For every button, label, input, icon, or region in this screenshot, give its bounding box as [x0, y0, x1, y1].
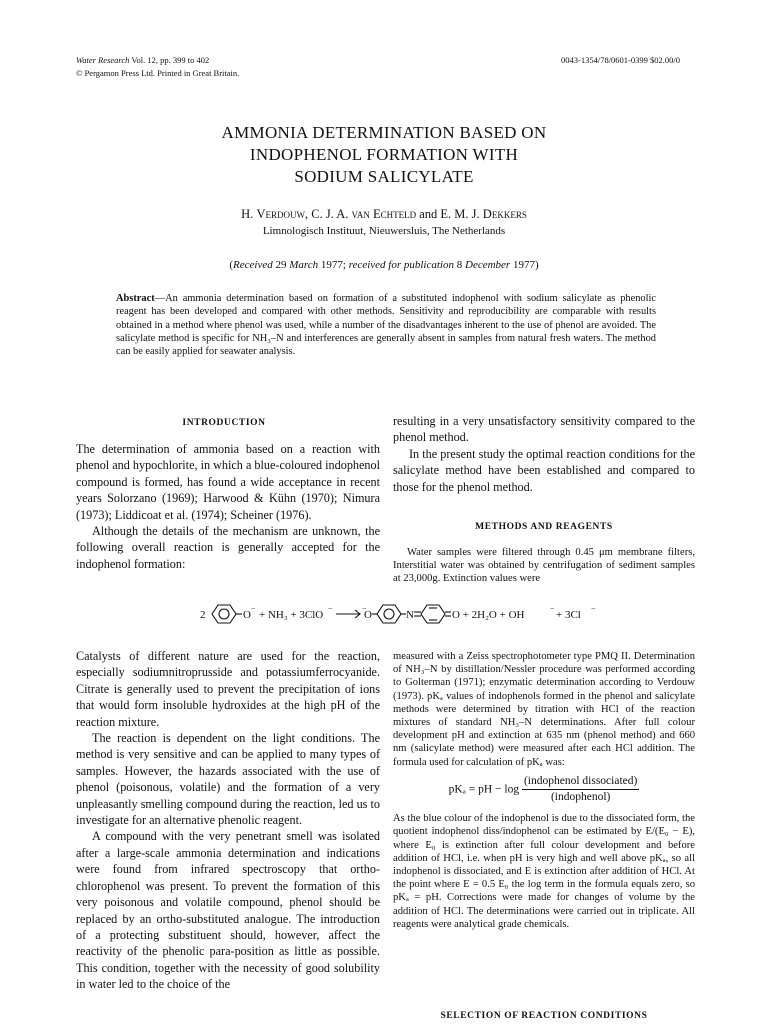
benzene-ring: [377, 605, 401, 623]
negative-charge: −: [362, 604, 367, 613]
abstract-text: —An ammonia determination based on formation of a substituted indophenol with sodium salicylate as phenolic reagent has been developed and compared with other methods. Sensitivity and reproducibility are comparable with results obtained in a method where phenol was used, while a number of the disadvantages inherent to the use of phenol are avoided. The salicylate method is specific for NH₃–N and interferences are generally absent in samples from natural fresh waters. The method can be easily applied for seawater analysis.: [116, 293, 656, 358]
methods-body: [393, 546, 695, 586]
aromatic-circle: [219, 609, 229, 619]
reaction-equation: [200, 599, 600, 629]
title-line-1: AMMONIA DETERMINATION BASED ON: [221, 123, 547, 142]
received-year: 1977;: [318, 259, 349, 271]
left-paragraph-compound: A compound with the very penetrant smell was isolated after a large-scale ammonia determination and indications were found from infrared spectroscopy that ortho-chlorophenol was present. To prevent the formation of this very poisonous and volatile compound, phenol should be replaced by an ortho-substituted analogue. The introduction of a protecting substituent should, however, affect the reactivity of the phenolic para-position as little as possible. This condition, together with the necessity of good solubility in water led to the choice of the: [76, 829, 380, 992]
methods-paragraph-1: Water samples were filtered through 0.45 μm membrane filters, Interstitial water was obtained by centrifugation of sediment samples at 23,000g. Extinction values were: [393, 547, 695, 585]
received-day: 29: [272, 259, 290, 271]
pka-formula: [393, 775, 695, 804]
volume-pages: Vol. 12, pp. 399 to 402: [131, 55, 210, 65]
copyright-line: © Pergamon Press Ltd. Printed in Great Britain.: [76, 68, 240, 78]
formula-lhs: pKₐ = pH − log: [448, 783, 520, 796]
methods-heading: METHODS AND REAGENTS: [475, 522, 613, 532]
journal-citation: [76, 54, 209, 66]
reagents: + NH₃ + 3ClO: [259, 609, 324, 621]
author-initials: and E. M. J.: [416, 207, 483, 221]
right-column-top: [393, 413, 695, 495]
author-initials: H.: [241, 207, 257, 221]
article-title: [0, 122, 768, 188]
article-code: 0043-1354/78/0601-0399 $02.00/0: [561, 55, 680, 65]
publication-year: 1977): [510, 259, 539, 271]
intro-paragraph-2: Although the details of the mechanism are unknown, the following overall reaction is generally accepted for the indophenol formation:: [76, 524, 380, 571]
intro-paragraph-1: The determination of ammonia based on a reaction with phenol and hypochlorite, in which a blue-coloured indophenol compound is formed, has found a wide acceptance in recent years Solorzano (1969); Harwood & Kühn (1970); Nimura (1973); Liddicoat et al. (1974); Scheiner (1976).: [76, 442, 380, 522]
publication-label: received for publication: [348, 259, 454, 271]
formula-fraction: [522, 775, 639, 804]
products: O + 2H₂O + OH: [452, 609, 525, 621]
right-paragraph-measured: measured with a Zeiss spectrophotometer type PMQ II. Determination of NH₃–N by distillation/Nessler procedure was performed according to Golterman (1971); enzymatic determination according to Verdouw (1973). pKₐ values of indophenols formed in the phenol and salicylate methods were determined by titration with HCl of the reaction mixtures of standard NH₃–N determinations. After full colour development pH and extinction at 635 nm (phenol method) and 660 nm (salicylate method) were measured after each HCl addition. The formula used for calculation of pKₐ was:: [393, 651, 695, 768]
title-line-2: INDOPHENOL FORMATION WITH: [249, 145, 519, 164]
benzene-ring: [212, 605, 236, 623]
received-label: Received: [233, 259, 273, 271]
oxygen-atom: O: [243, 609, 251, 621]
nitrogen-atom: N: [406, 609, 414, 621]
author-surname: van Echteld: [351, 207, 417, 221]
right-paragraph-2: In the present study the optimal reaction conditions for the salicylate method have been established and compared to those for the phenol method.: [393, 446, 695, 494]
author-initials: , C. J. A.: [304, 207, 352, 221]
oxygen-atom: O: [364, 609, 372, 621]
negative-charge: −: [328, 604, 333, 613]
abstract-label: Abstract: [116, 293, 155, 304]
journal-name: Water Research: [76, 55, 130, 65]
negative-charge: −: [251, 604, 256, 613]
right-column-bottom: [393, 650, 695, 931]
left-column-bottom: [76, 648, 380, 993]
left-paragraph-catalysts: Catalysts of different nature are used for the reaction, especially sodiumnitroprusside and potassiumferrocyanide. Citrate is generally used to prevent the precipitation of ions that would form insoluble hydroxides at the high pH of the reaction mixture.: [76, 649, 380, 729]
reaction-diagram: [200, 599, 600, 629]
publication-day: 8: [454, 259, 465, 271]
selection-heading: SELECTION OF REACTION CONDITIONS: [440, 1011, 648, 1021]
authors-line: [0, 207, 768, 222]
right-paragraph-1: resulting in a very unsatisfactory sensitivity compared to the phenol method.: [393, 414, 695, 445]
author-surname: Verdouw: [256, 207, 305, 221]
publication-month: December: [465, 259, 511, 271]
affiliation: Limnologisch Instituut, Nieuwersluis, The Netherlands: [262, 225, 506, 237]
right-paragraph-dissociated: As the blue colour of the indophenol is due to the dissociated form, the quotient indophenol diss/indophenol can be estimated by E/(E₀ − E), where E₀ is extinction after full colour development and before addition of HCl, i.e. when pH is very high and well above pKₐ, so all indophenol is dissociated, and E is extinction after addition of HCl. At the point where E = 0.5 E₀ the log term in the formula equals zero, so pKₐ = pH. Corrections were made for changes of volume by the addition of HCl. The determinations were carried out in triplicate. All reagents were analytical grade chemicals.: [393, 813, 695, 930]
aromatic-circle: [384, 609, 394, 619]
left-paragraph-light: The reaction is dependent on the light conditions. The method is very sensitive and can be applied to many types of samples. However, the hazards associated with the use of phenol (poisonous, volatile) and the formation of a very unpleasantly smelling compound during the reaction, led us to investigate for an alternative phenolic reagent.: [76, 731, 380, 828]
received-dates: (Received 29 March 1977; received for publication 8 December 1977): [229, 259, 539, 271]
negative-charge: −: [591, 604, 596, 613]
author-surname: Dekkers: [482, 207, 527, 221]
received-month: March: [289, 259, 319, 271]
chloride: + 3Cl: [556, 609, 581, 621]
formula-numerator: (indophenol dissociated): [522, 775, 639, 790]
introduction-heading: INTRODUCTION: [182, 418, 266, 428]
formula-denominator: (indophenol): [550, 791, 611, 804]
abstract: [116, 292, 656, 358]
negative-charge: −: [550, 604, 555, 613]
title-line-3: SODIUM SALICYLATE: [294, 167, 474, 186]
introduction-body: [76, 441, 380, 572]
coefficient: 2: [200, 609, 206, 621]
